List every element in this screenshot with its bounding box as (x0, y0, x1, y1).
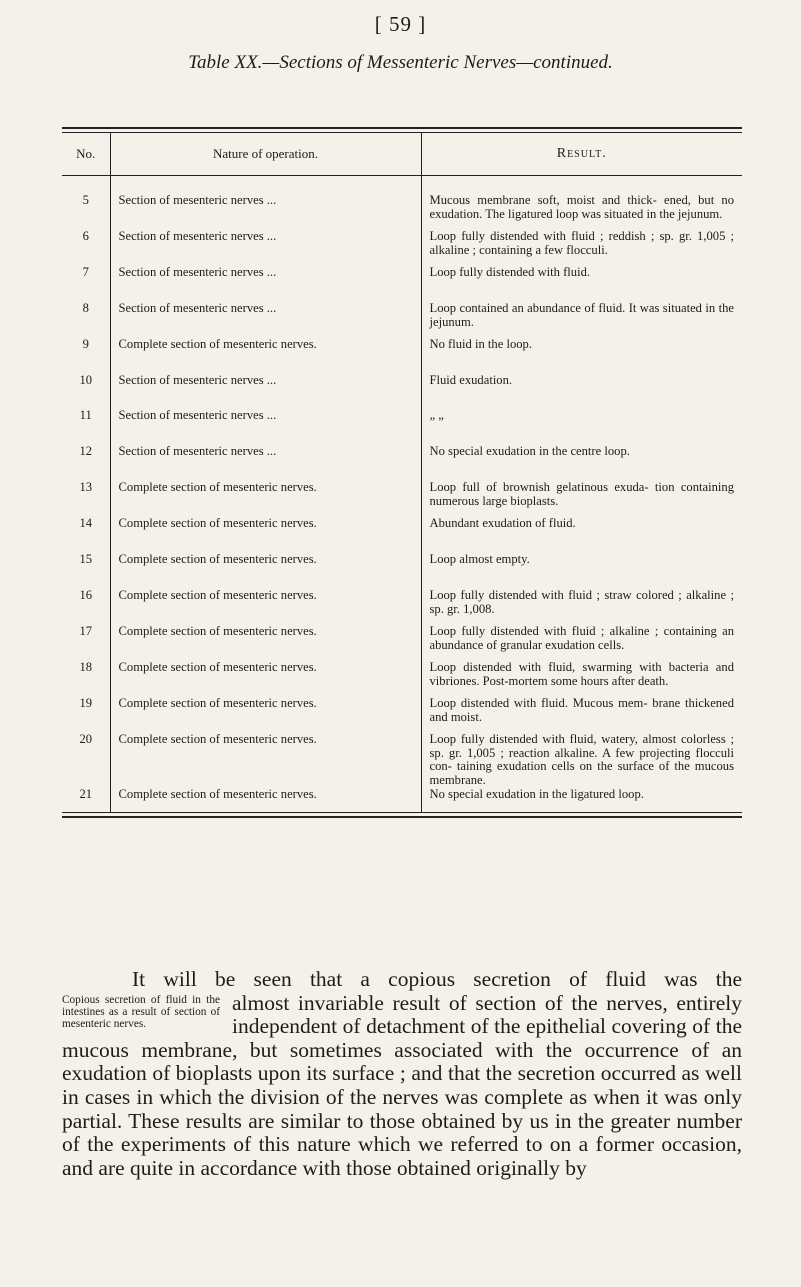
cell-operation: Complete section of mesenteric nerves. (110, 589, 421, 625)
table-row (62, 266, 742, 302)
cell-no: 18 (79, 659, 93, 674)
table-row (62, 517, 742, 553)
header-operation: Nature of operation. (110, 133, 421, 176)
table-row (62, 625, 742, 661)
cell-operation: Complete section of mesenteric nerves. (110, 625, 421, 661)
cell-result: Loop fully distended with fluid ; alkaline ; containing an abundance of granular exudation cells. (429, 623, 734, 652)
cell-no: 12 (79, 444, 93, 459)
table-row (62, 788, 742, 812)
cell-result: Loop fully distended with fluid ; reddish ; sp. gr. 1,005 ; alkaline ; containing a few flocculi. (429, 228, 734, 257)
cell-result: „ „ (429, 408, 444, 423)
cell-operation: Section of mesenteric nerves ... (110, 374, 421, 410)
cell-result: Loop full of brownish gelatinous exuda- tion containing numerous large bioplasts. (429, 480, 734, 509)
cell-result: No fluid in the loop. (429, 336, 532, 351)
cell-result: Loop fully distended with fluid ; straw colored ; alkaline ; sp. gr. 1,008. (429, 587, 734, 616)
table-header-row (62, 133, 742, 176)
cell-operation: Complete section of mesenteric nerves. (110, 338, 421, 374)
table-row (62, 409, 742, 445)
cell-operation: Section of mesenteric nerves ... (110, 266, 421, 302)
cell-result: No special exudation in the ligatured loop. (429, 787, 644, 802)
cell-no: 17 (79, 623, 93, 638)
cell-no: 20 (79, 731, 93, 746)
header-result: Result. (421, 133, 742, 176)
cell-operation: Complete section of mesenteric nerves. (110, 661, 421, 697)
cell-no: 5 (82, 193, 89, 207)
table-row (62, 302, 742, 338)
cell-no: 15 (79, 552, 93, 567)
cell-result: Mucous membrane soft, moist and thick- ened, but no exudation. The ligatured loop was situated in the jejunum. (429, 193, 734, 221)
results-table (62, 133, 742, 812)
table-row (62, 445, 742, 481)
cell-operation: Complete section of mesenteric nerves. (110, 481, 421, 517)
cell-result: No special exudation in the centre loop. (429, 444, 630, 459)
cell-no: 21 (79, 787, 93, 802)
cell-no: 10 (79, 372, 93, 387)
table-body (62, 176, 742, 813)
cell-result: Fluid exudation. (429, 372, 513, 387)
cell-result: Loop fully distended with fluid, watery, almost colorless ; sp. gr. 1,005 ; reaction alkaline. A few projecting flocculi con- taining exudation cells on the surface of the mucous membrane. (429, 731, 734, 788)
cell-operation: Complete section of mesenteric nerves. (110, 788, 421, 812)
cell-operation: Complete section of mesenteric nerves. (110, 733, 421, 789)
side-note: Copious secretion of fluid in the intestines as a result of section of mesenteric nerves. (62, 993, 220, 1030)
cell-operation: Section of mesenteric nerves ... (110, 176, 421, 230)
prose-section (62, 968, 742, 1180)
cell-operation: Section of mesenteric nerves ... (110, 302, 421, 338)
table-row (62, 553, 742, 589)
table-row (62, 733, 742, 789)
cell-operation: Section of mesenteric nerves ... (110, 230, 421, 266)
cell-operation: Section of mesenteric nerves ... (110, 409, 421, 445)
cell-no: 13 (79, 480, 93, 495)
cell-result: Loop contained an abundance of fluid. It was situated in the jejunum. (429, 300, 734, 329)
prose-body: almost invariable result of section of the nerves, entirely independent of detachment of the epithelial covering of the mucous membrane, but sometimes associated with the occurrence of an exudation of bioplasts upon its surface ; and that the secretion occurred as well in cases in which the division of the nerves was complete as when it was only partial. These results are similar to those obtained by us in the greater number of the experiments of this nature which we referred to on a former occasion, and are quite in accordance with those obtained originally by (62, 990, 742, 1180)
cell-operation: Complete section of mesenteric nerves. (110, 517, 421, 553)
cell-no: 6 (82, 228, 89, 243)
table-row (62, 697, 742, 733)
table-row (62, 589, 742, 625)
table-title: Table XX.—Sections of Messenteric Nerves—continued. (188, 52, 613, 73)
table-row (62, 338, 742, 374)
cell-no: 8 (82, 300, 89, 315)
table-bottom-rule (62, 812, 742, 818)
cell-result: Abundant exudation of fluid. (429, 516, 576, 531)
cell-no: 9 (82, 336, 89, 351)
table-row (62, 230, 742, 266)
table-row (62, 374, 742, 410)
table-row (62, 176, 742, 230)
cell-no: 16 (79, 587, 93, 602)
page-number: [ 59 ] (374, 12, 427, 36)
cell-operation: Complete section of mesenteric nerves. (110, 697, 421, 733)
cell-no: 11 (79, 408, 92, 423)
cell-operation: Section of mesenteric nerves ... (110, 445, 421, 481)
cell-result: Loop fully distended with fluid. (429, 264, 591, 279)
cell-result: Loop distended with fluid. Mucous mem- brane thickened and moist. (429, 695, 734, 724)
cell-result: Loop distended with fluid, swarming with bacteria and vibriones. Post-mortem some hours after death. (429, 659, 734, 688)
table-row (62, 481, 742, 517)
prose-first-line: It will be seen that a copious secretion of fluid was the (132, 967, 742, 991)
results-table-container (62, 127, 742, 818)
cell-no: 7 (82, 264, 89, 279)
cell-operation: Complete section of mesenteric nerves. (110, 553, 421, 589)
header-no: No. (62, 133, 110, 176)
cell-no: 14 (79, 516, 93, 531)
table-row (62, 661, 742, 697)
cell-no: 19 (79, 695, 93, 710)
cell-result: Loop almost empty. (429, 552, 530, 567)
